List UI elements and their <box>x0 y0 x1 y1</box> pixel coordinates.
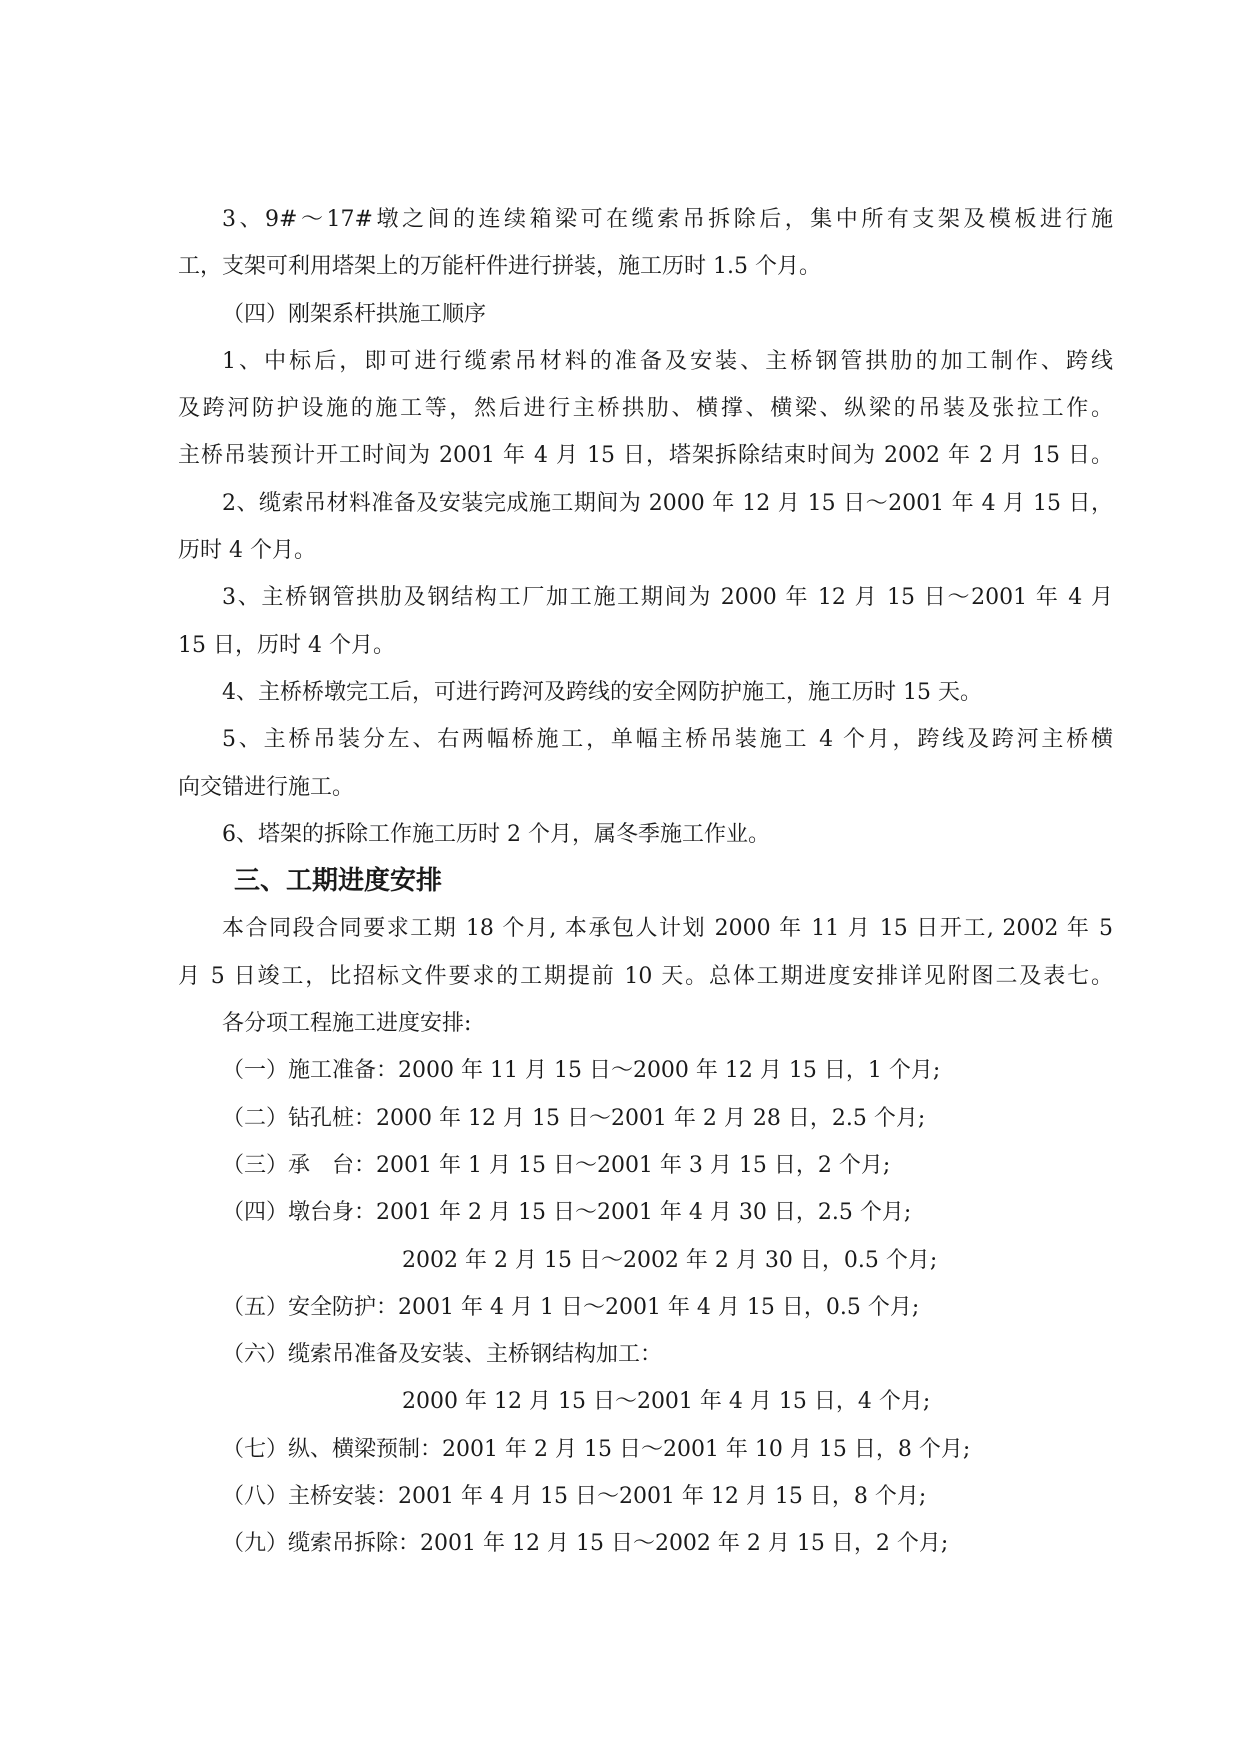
schedule-item: （四）墩台身：2001 年 2 月 15 日～2001 年 4 月 30 日，2.5 个月; <box>222 1200 912 1226</box>
paragraph-line: 各分项工程施工进度安排: <box>222 1011 472 1037</box>
paragraph-line: 主桥吊装预计开工时间为 2001 年 4 月 15 日，塔架拆除结束时间为 2002 年 2 月 15 日。 <box>178 443 1113 469</box>
paragraph-line: 本合同段合同要求工期 18 个月, 本承包人计划 2000 年 11 月 15 日开工, 2002 年 5 <box>222 916 1113 942</box>
schedule-item: （八）主桥安装：2001 年 4 月 15 日～2001 年 12 月 15 日，8 个月; <box>222 1484 927 1510</box>
schedule-item-continuation: 2002 年 2 月 15 日～2002 年 2 月 30 日，0.5 个月; <box>402 1247 938 1273</box>
paragraph-line: 向交错进行施工。 <box>178 774 355 800</box>
document-body <box>178 196 1113 1568</box>
schedule-item-continuation: 2000 年 12 月 15 日～2001 年 4 月 15 日，4 个月; <box>402 1389 931 1415</box>
paragraph-line: 及跨河防护设施的施工等，然后进行主桥拱肋、横撑、横梁、纵梁的吊装及张拉工作。 <box>178 396 1113 422</box>
paragraph-line: 6、塔架的拆除工作施工历时 2 个月，属冬季施工作业。 <box>222 821 770 847</box>
schedule-item: （二）钻孔桩：2000 年 12 月 15 日～2001 年 2 月 28 日，2.5 个月; <box>222 1105 926 1131</box>
subsection-title: （四）刚架系杆拱施工顺序 <box>222 301 487 327</box>
paragraph-line: 4、主桥桥墩完工后，可进行跨河及跨线的安全网防护施工，施工历时 15 天。 <box>222 679 982 705</box>
schedule-item: （三）承 台：2001 年 1 月 15 日～2001 年 3 月 15 日，2 个月; <box>222 1152 891 1178</box>
section-heading: 三、工期进度安排 <box>234 866 443 897</box>
paragraph-line: 月 5 日竣工，比招标文件要求的工期提前 10 天。总体工期进度安排详见附图二及表七。 <box>178 963 1113 989</box>
schedule-item: （六）缆索吊准备及安装、主桥钢结构加工： <box>222 1342 663 1368</box>
paragraph-line: 3、主桥钢管拱肋及钢结构工厂加工施工期间为 2000 年 12 月 15 日～2001 年 4 月 <box>222 585 1113 611</box>
paragraph-line: 15 日，历时 4 个月。 <box>178 632 395 658</box>
paragraph-line: 1、中标后，即可进行缆索吊材料的准备及安装、主桥钢管拱肋的加工制作、跨线 <box>222 348 1113 374</box>
paragraph-line: 2、缆索吊材料准备及安装完成施工期间为 2000 年 12 月 15 日～2001 年 4 月 15 日， <box>222 490 1113 516</box>
paragraph-line: 3、9#～17#墩之间的连续箱梁可在缆索吊拆除后，集中所有支架及模板进行施 <box>222 207 1113 232</box>
paragraph-line: 工，支架可利用塔架上的万能杆件进行拼装，施工历时 1.5 个月。 <box>178 254 821 280</box>
schedule-item: （一）施工准备：2000 年 11 月 15 日～2000 年 12 月 15 日，1 个月; <box>222 1058 941 1084</box>
paragraph-line: 历时 4 个月。 <box>178 538 316 564</box>
schedule-item: （五）安全防护：2001 年 4 月 1 日～2001 年 4 月 15 日，0.5 个月; <box>222 1294 920 1320</box>
paragraph-line: 5、主桥吊装分左、右两幅桥施工，单幅主桥吊装施工 4 个月，跨线及跨河主桥横 <box>222 727 1113 753</box>
schedule-item: （九）缆索吊拆除：2001 年 12 月 15 日～2002 年 2 月 15 日，2 个月; <box>222 1531 949 1557</box>
schedule-item: （七）纵、横梁预制：2001 年 2 月 15 日～2001 年 10 月 15 日，8 个月; <box>222 1436 971 1462</box>
